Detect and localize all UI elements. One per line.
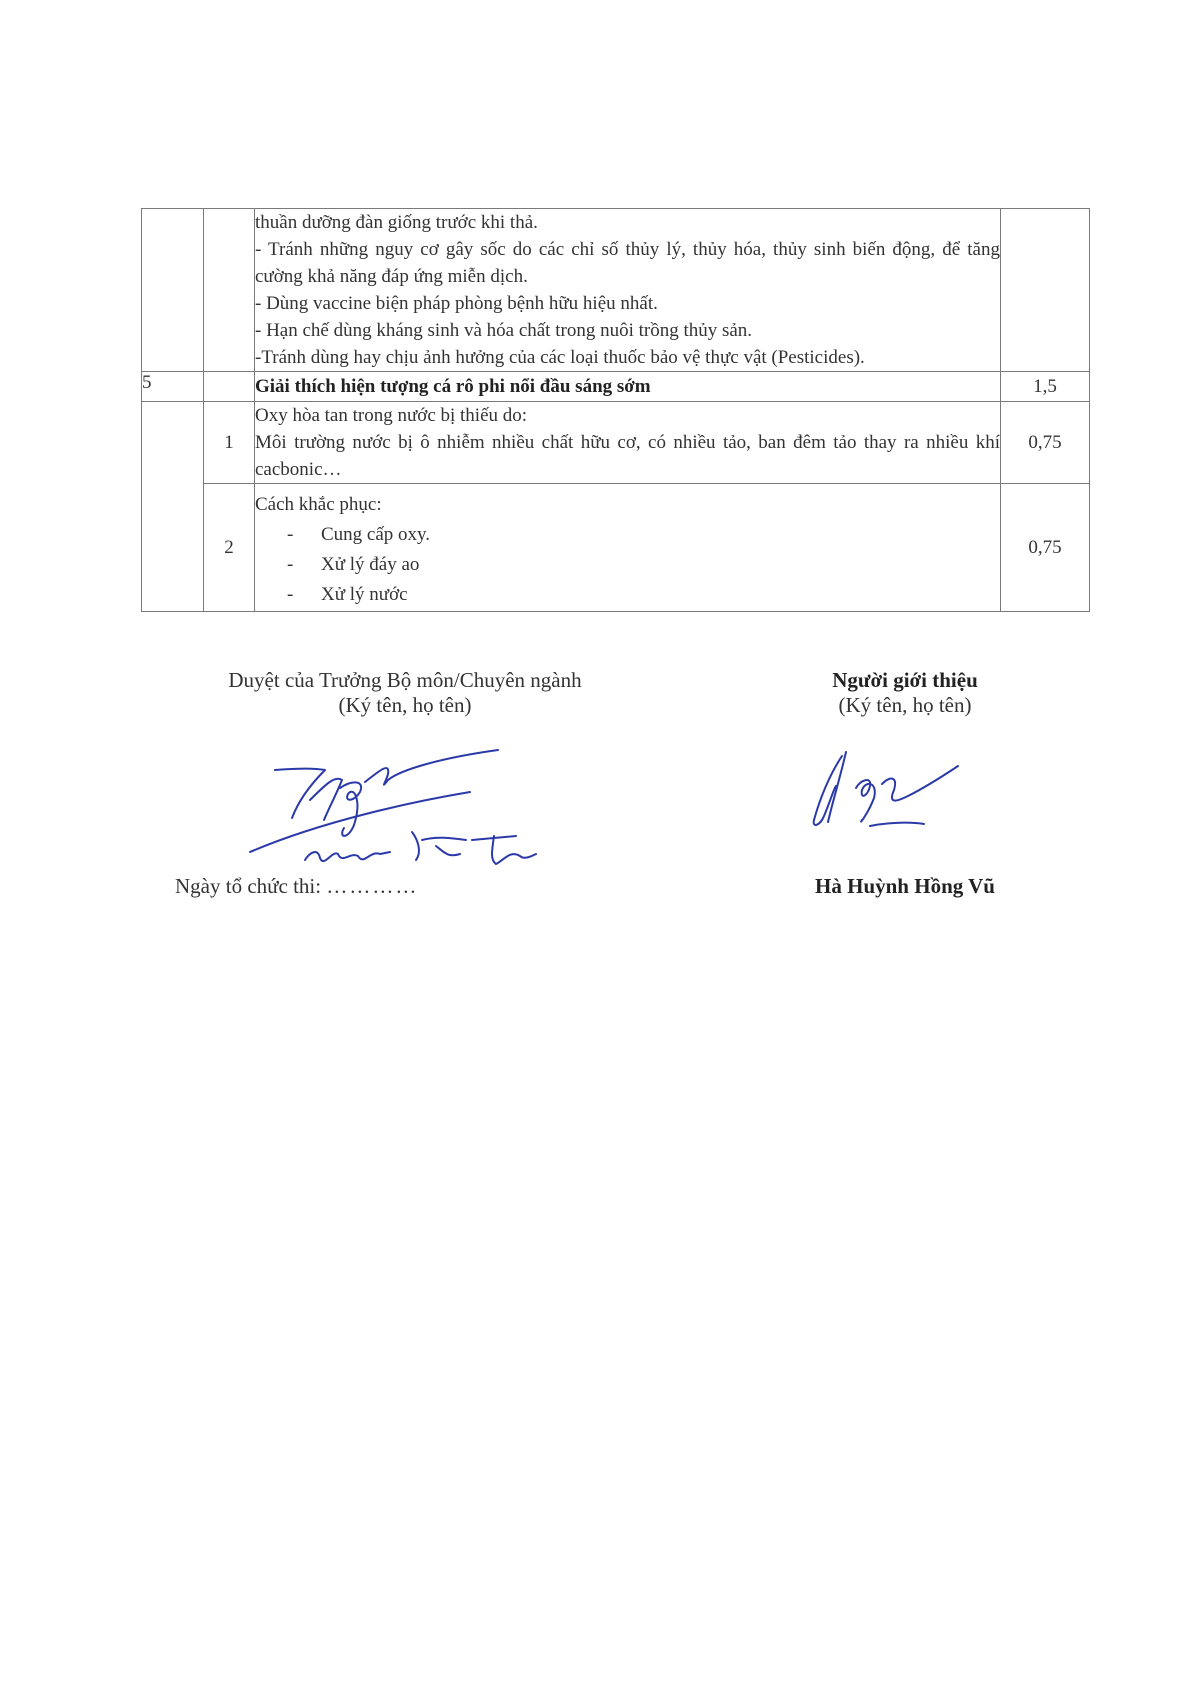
bullet-text: Xử lý đáy ao xyxy=(321,554,420,575)
sub-content xyxy=(255,484,1001,612)
cell-empty xyxy=(204,209,255,372)
left-signature-image xyxy=(240,740,570,890)
sub-score: 0,75 xyxy=(1001,484,1090,612)
text-line: - Tránh những nguy cơ gây sốc do các chỉ số thủy lý, thủy hóa, thủy sinh biến động, để tăng cường khả năng đáp ứng miễn dịch. xyxy=(255,239,1000,287)
table-row-question-5 xyxy=(142,372,1090,402)
sub-score: 0,75 xyxy=(1001,402,1090,484)
right-note: (Ký tên, họ tên) xyxy=(838,693,972,717)
bullet-text: Cung cấp oxy. xyxy=(321,524,431,545)
bullet-text: Xử lý nước xyxy=(321,584,408,605)
exam-date-line xyxy=(175,874,418,899)
cell-empty xyxy=(142,402,204,612)
text-line: thuần dưỡng đàn giống trước khi thả. xyxy=(255,212,538,233)
presenter-name: Hà Huỳnh Hồng Vũ xyxy=(815,874,995,898)
cell-empty xyxy=(1001,209,1090,372)
text-line: Oxy hòa tan trong nước bị thiếu do: xyxy=(255,405,528,426)
text-line: Cách khắc phục: xyxy=(255,494,382,515)
exam-date-label: Ngày tổ chức thi: xyxy=(175,874,322,898)
table-row-continuation xyxy=(142,209,1090,372)
text-line: -Tránh dùng hay chịu ảnh hưởng của các loại thuốc bảo vệ thực vật (Pesticides). xyxy=(255,347,865,368)
right-signature-block xyxy=(780,668,1030,718)
cell-empty xyxy=(204,372,255,402)
text-line: - Dùng vaccine biện pháp phòng bệnh hữu hiệu nhất. xyxy=(255,293,658,314)
sub-number: 2 xyxy=(204,484,255,612)
continuation-content xyxy=(255,209,1001,372)
left-signature-block xyxy=(175,668,635,718)
question-score: 1,5 xyxy=(1001,372,1090,402)
bullet-dash: - xyxy=(287,524,294,545)
question-title: Giải thích hiện tượng cá rô phi nổi đầu sáng sớm xyxy=(255,372,1001,402)
question-number: 5 xyxy=(142,372,204,402)
right-signature-image xyxy=(800,742,990,852)
table-row-sub-1 xyxy=(142,402,1090,484)
bullet-dash: - xyxy=(287,584,294,605)
left-title: Duyệt của Trưởng Bộ môn/Chuyên ngành xyxy=(228,668,582,692)
bullet-item xyxy=(255,550,1000,580)
cell-empty xyxy=(142,209,204,372)
answer-key-table xyxy=(141,208,1090,612)
sub-content xyxy=(255,402,1001,484)
bullet-item xyxy=(255,520,1000,550)
exam-date-value: ………… xyxy=(326,874,419,898)
left-note: (Ký tên, họ tên) xyxy=(338,693,472,717)
table-row-sub-2 xyxy=(142,484,1090,612)
text-line: - Hạn chế dùng kháng sinh và hóa chất trong nuôi trồng thủy sản. xyxy=(255,320,753,341)
sub-number: 1 xyxy=(204,402,255,484)
text-line: Môi trường nước bị ô nhiễm nhiều chất hữu cơ, có nhiều tảo, ban đêm tảo thay ra nhiều khí cacbonic… xyxy=(255,432,1000,480)
right-title: Người giới thiệu xyxy=(832,668,978,692)
bullet-item xyxy=(255,580,1000,610)
bullet-dash: - xyxy=(287,554,294,575)
